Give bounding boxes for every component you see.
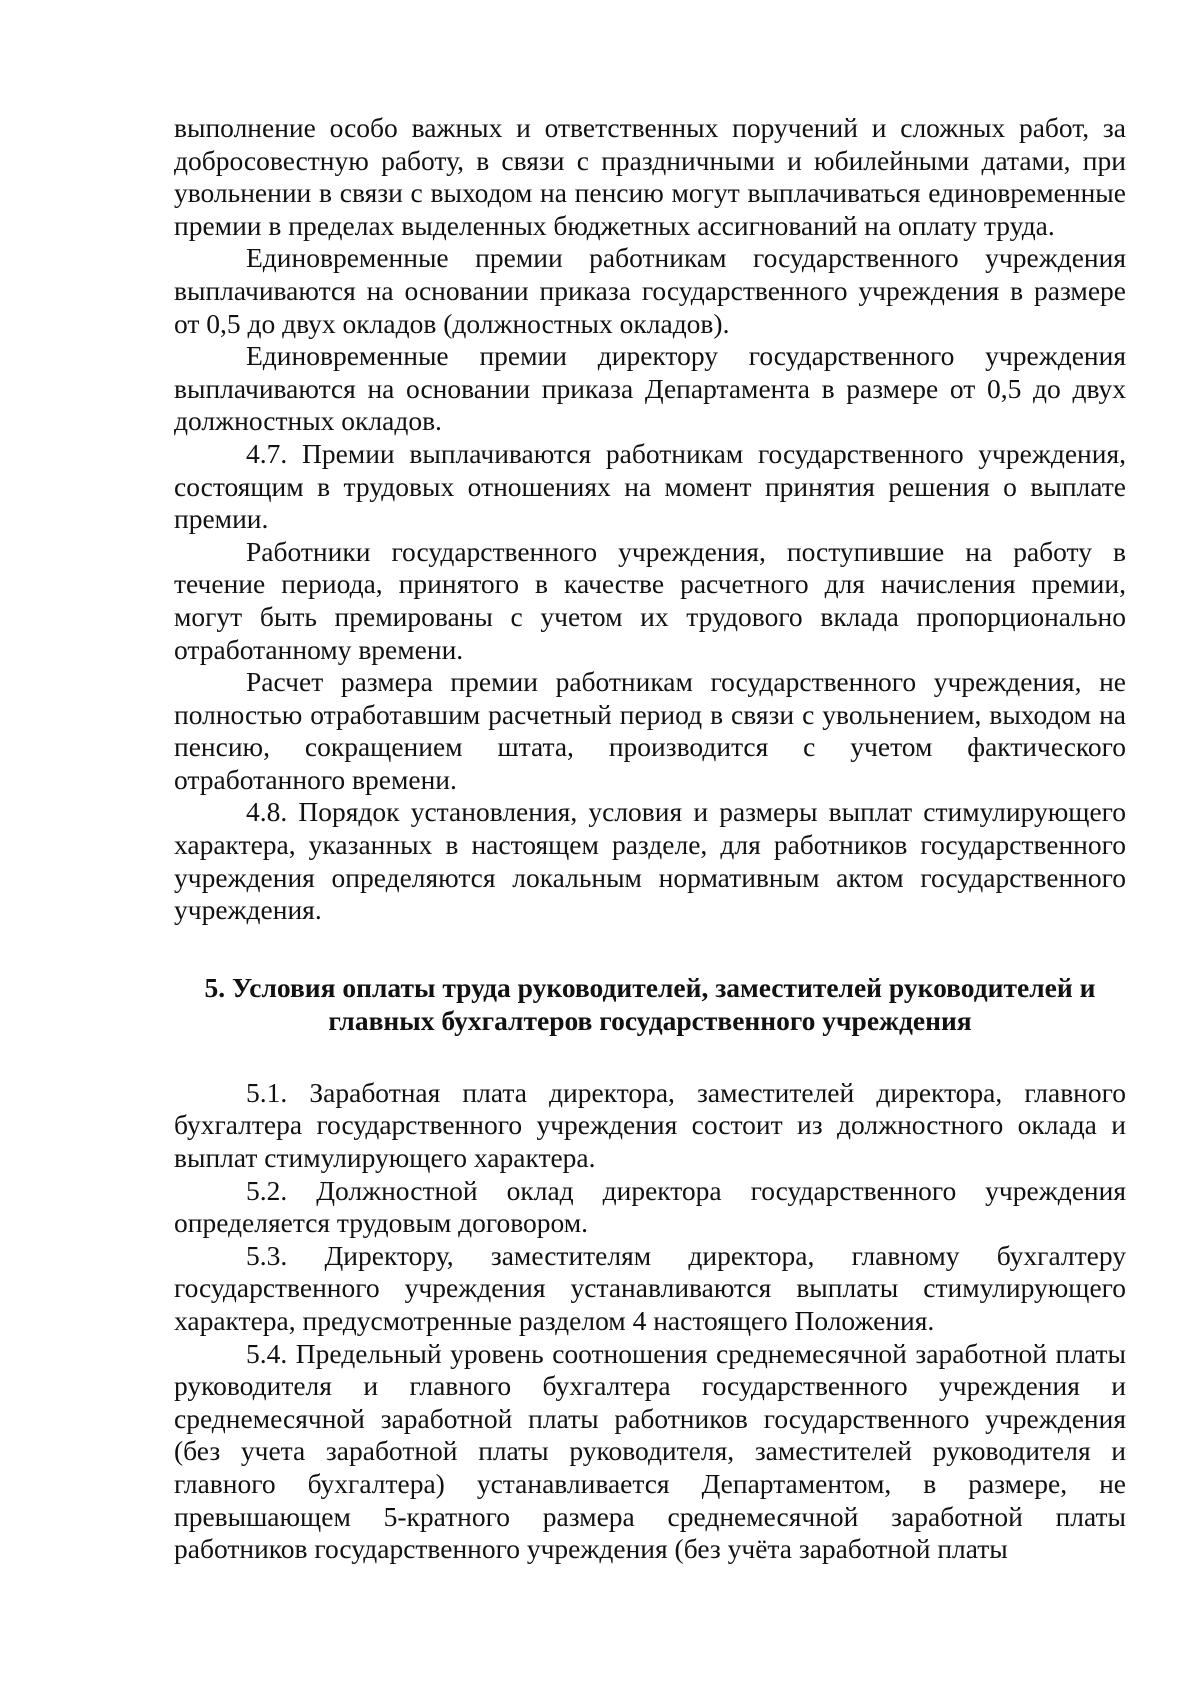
paragraph-5-3: 5.3. Директору, заместителям директора, главному бухгалтеру государственного учреждения устанавливаются выплаты стимулирующего характера, предусмотренные разделом 4 настоящего Положения. <box>174 1239 1126 1336</box>
section-5-heading <box>174 971 1126 1037</box>
paragraph-bonus-continuation: выполнение особо важных и ответственных поручений и сложных работ, за добросовестную работу, в связи с праздничными и юбилейными датами, при увольнении в связи с выходом на пенсию могут выплачиваться единовременные премии в пределах выделенных бюджетных ассигнований на оплату труда. <box>174 112 1126 241</box>
document-page <box>174 112 1126 1566</box>
paragraph-5-2: 5.2. Должностной оклад директора государственного учреждения определяется трудовым договором. <box>174 1174 1126 1239</box>
paragraph-new-employees: Работники государственного учреждения, поступившие на работу в течение периода, принятого в качестве расчетного для начисления премии, могут быть премированы с учетом их трудового вклада пропорционально отработанному времени. <box>174 535 1126 665</box>
paragraph-5-1: 5.1. Заработная плата директора, заместителей директора, главного бухгалтера государственного учреждения состоит из должностного оклада и выплат стимулирующего характера. <box>174 1076 1126 1174</box>
paragraph-bonus-calculation: Расчет размера премии работникам государственного учреждения, не полностью отработавшим расчетный период в связи с увольнением, выходом на пенсию, сокращением штата, производится с учетом фактического отработанного времени. <box>174 666 1126 795</box>
paragraph-4-8: 4.8. Порядок установления, условия и размеры выплат стимулирующего характера, указанных в настоящем разделе, для работников государственного учреждения определяются локальным нормативным актом государственного учреждения. <box>174 796 1126 926</box>
section-5-heading-line-1: 5. Условия оплаты труда руководителей, заместителей руководителей и <box>204 971 1096 1003</box>
section-5-heading-line-2: главных бухгалтеров государственного учреждения <box>328 1004 972 1036</box>
paragraph-5-4: 5.4. Предельный уровень соотношения среднемесячной заработной платы руководителя и главного бухгалтера государственного учреждения и среднемесячной заработной платы работников государственного учреждения (без учета заработной платы руководителя, заместителей руководителя и главного бухгалтера) устанавливается Департаментом, в размере, не превышающем 5-кратного размера среднемесячной заработной платы работников государственного учреждения (без учёта заработной платы <box>174 1337 1126 1565</box>
paragraph-onetime-bonus-employees: Единовременные премии работникам государственного учреждения выплачиваются на основании приказа государственного учреждения в размере от 0,5 до двух окладов (должностных окладов). <box>174 242 1126 339</box>
paragraph-4-7: 4.7. Премии выплачиваются работникам государственного учреждения, состоящим в трудовых отношениях на момент принятия решения о выплате премии. <box>174 437 1126 535</box>
paragraph-onetime-bonus-director: Единовременные премии директору государственного учреждения выплачиваются на основании приказа Департамента в размере от 0,5 до двух должностных окладов. <box>174 340 1126 437</box>
